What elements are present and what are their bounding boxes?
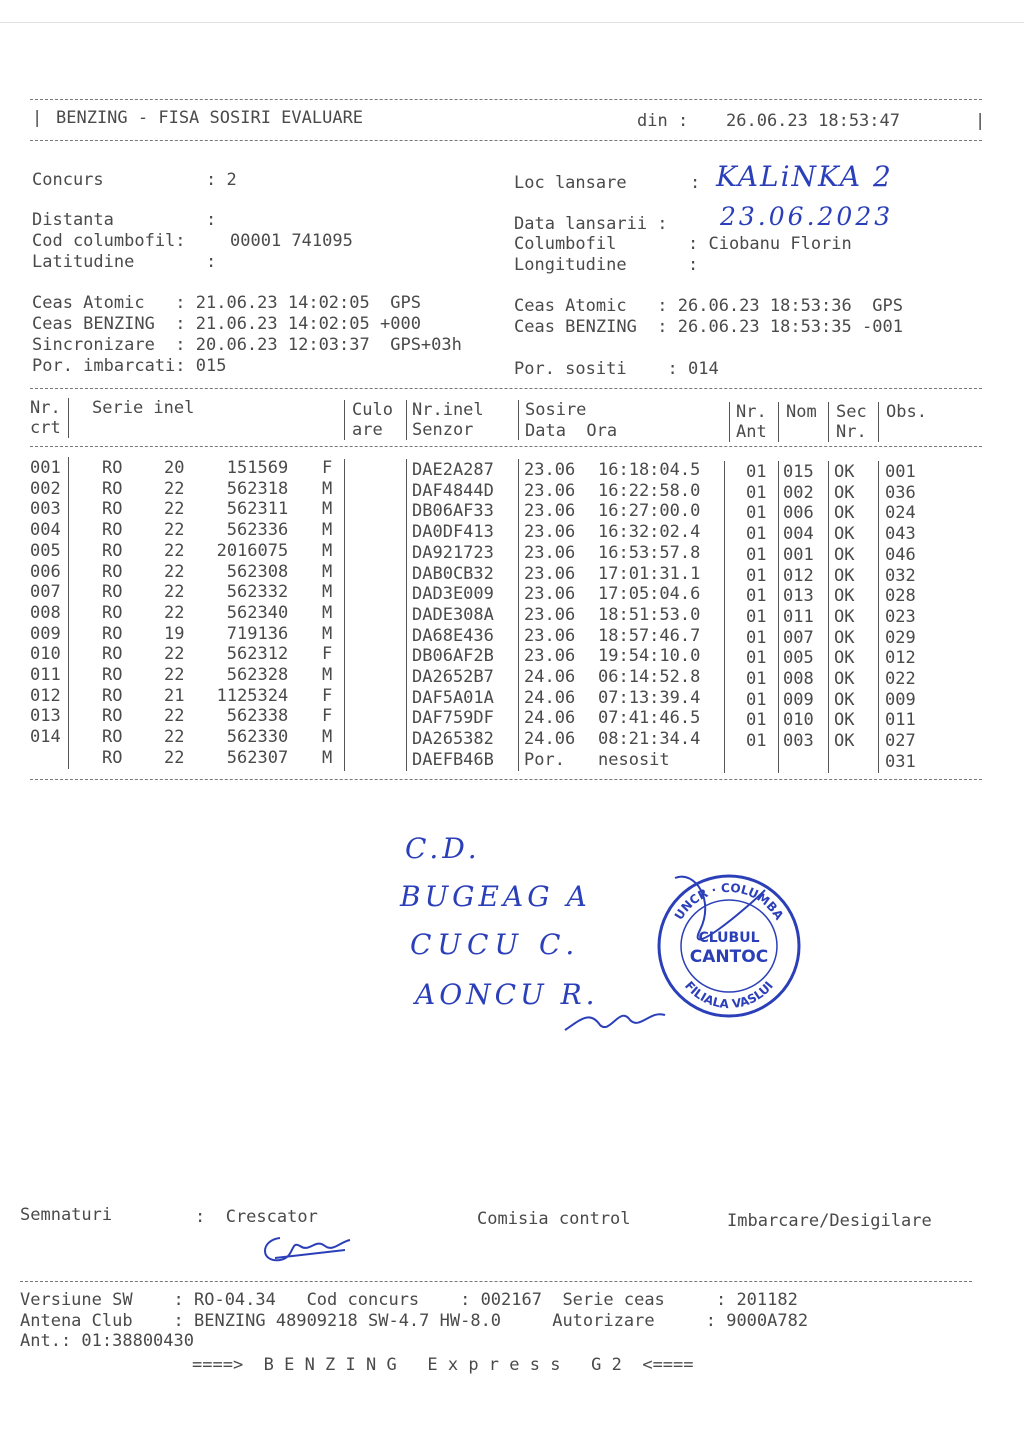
loc-lansare-handwritten: KALiNKA 2 (716, 160, 893, 193)
row-ring: 562307 (226, 747, 289, 768)
row-date: 23.06 (524, 563, 576, 584)
body-separator (878, 461, 879, 773)
row-date: 23.06 (524, 604, 576, 625)
row-nom: 010 (783, 710, 814, 731)
row-country: RO (102, 644, 123, 665)
row-year: 22 (164, 540, 185, 561)
row-ant: 01 (746, 731, 767, 752)
row-ring: 562312 (226, 644, 289, 665)
row-sec: OK (834, 503, 855, 524)
row-date: 23.06 (524, 542, 576, 563)
row-nom: 015 (783, 462, 814, 482)
row-obs: 023 (885, 606, 916, 627)
row-nom: 004 (783, 524, 814, 545)
row-nr: 014 (30, 727, 61, 748)
porumbei-imbarcati: Por. imbarcati: 015 (32, 356, 227, 376)
row-nom: 007 (783, 627, 814, 648)
row-year: 22 (164, 602, 185, 623)
header-separator (729, 402, 730, 442)
row-nr: 010 (30, 644, 61, 665)
row-ring: 562318 (226, 478, 289, 499)
row-date: 23.06 (524, 646, 576, 667)
data-lansarii-handwritten: 23.06.2023 (720, 202, 894, 231)
porumbei-sositi: Por. sositi : 014 (514, 359, 719, 379)
longitudine-value: : (688, 255, 699, 275)
row-ant: 01 (746, 565, 767, 586)
table-header-rule (30, 446, 982, 447)
commission-line-1: C.D. (405, 832, 481, 865)
row-ring: 1125324 (216, 685, 289, 706)
row-obs: 031 (885, 751, 916, 772)
row-time: 17:01:31.1 (598, 563, 701, 584)
row-time: 17:05:04.6 (598, 584, 701, 605)
col-sec-2: Nr. (836, 422, 867, 442)
row-obs: 009 (885, 689, 916, 710)
row-time: 08:21:34.4 (598, 729, 701, 750)
row-sex: M (322, 665, 333, 685)
row-nom: 013 (783, 586, 814, 607)
row-date: 24.06 (524, 729, 576, 750)
row-date: 24.06 (524, 667, 576, 687)
footer-line-2: Antena Club : BENZING 48909218 SW-4.7 HW-8.0 Autorizare : 9000A782 (20, 1311, 809, 1331)
row-obs: 001 (885, 462, 916, 482)
row-nr: 013 (30, 706, 61, 727)
col-culoare-2: are (352, 420, 383, 440)
footer-line-1: Versiune SW : RO-04.34 Cod concurs : 002167 Serie ceas : 201182 (20, 1290, 798, 1310)
row-obs: 046 (885, 544, 916, 565)
row-time: 07:13:39.4 (598, 687, 701, 708)
row-ant: 01 (746, 544, 767, 565)
row-obs: 043 (885, 524, 916, 545)
row-ring: 562311 (226, 499, 289, 520)
distanta-value: : (206, 210, 217, 230)
header-right-bar: | (975, 111, 986, 131)
row-sensor: DA2652B7 (412, 667, 494, 687)
row-nom: 009 (783, 689, 814, 710)
row-sex: M (322, 499, 333, 520)
crescator-signature (255, 1228, 355, 1268)
row-time: 18:57:46.7 (598, 625, 701, 646)
row-obs: 027 (885, 731, 916, 752)
header-separator (518, 400, 519, 440)
header-separator (778, 402, 779, 442)
cod-columbofil-label: Cod columbofil: (32, 231, 186, 251)
row-year: 22 (164, 499, 185, 520)
row-country: RO (102, 561, 123, 582)
col-data-ora: Data Ora (525, 421, 618, 441)
row-date: Por. (524, 749, 565, 770)
semnaturi-label: Semnaturi (20, 1205, 113, 1225)
row-sex: M (322, 602, 333, 623)
columbofil-value: : Ciobanu Florin (688, 234, 852, 254)
row-time: nesosit (598, 749, 670, 770)
row-country: RO (102, 458, 123, 478)
row-sex: M (322, 520, 333, 541)
row-ring: 562308 (226, 561, 289, 582)
row-year: 22 (164, 747, 185, 768)
row-time: 16:53:57.8 (598, 542, 701, 563)
aoncu-signature (560, 1000, 670, 1040)
header-separator (878, 402, 879, 442)
table-bottom-rule (30, 779, 982, 780)
row-sensor: DAD3E009 (412, 584, 494, 605)
header-top-rule (30, 99, 982, 100)
row-country: RO (102, 623, 123, 644)
row-nom: 005 (783, 648, 814, 669)
row-time: 19:54:10.0 (598, 646, 701, 667)
row-nom: 001 (783, 544, 814, 565)
row-country: RO (102, 602, 123, 623)
row-nom: 006 (783, 503, 814, 524)
concurs-value: : 2 (206, 170, 237, 190)
row-nr: 011 (30, 665, 61, 685)
row-ring: 562336 (226, 520, 289, 541)
row-ant: 01 (746, 627, 767, 648)
clock-left-atomic: Ceas Atomic : 21.06.23 14:02:05 GPS (32, 293, 421, 313)
row-sex: M (322, 561, 333, 582)
col-nr: Nr. (30, 398, 61, 418)
row-obs: 022 (885, 669, 916, 689)
row-ring: 562332 (226, 582, 289, 603)
row-ring: 562338 (226, 706, 289, 727)
commission-line-2: BUGEAG A (400, 880, 591, 913)
row-sensor: DA68E436 (412, 625, 494, 646)
header-left-bar: | (32, 108, 43, 128)
row-sensor: DB06AF33 (412, 501, 494, 522)
row-country: RO (102, 747, 123, 768)
row-year: 22 (164, 582, 185, 603)
col-sosire: Sosire (525, 400, 587, 420)
row-sensor: DAF4844D (412, 480, 494, 501)
row-nr: 001 (30, 458, 61, 478)
row-sec: OK (834, 689, 855, 710)
row-sex: M (322, 727, 333, 748)
row-country: RO (102, 665, 123, 685)
body-separator (828, 461, 829, 773)
row-sensor: DAE2A287 (412, 460, 494, 480)
header-bottom-rule (30, 140, 982, 141)
row-sec: OK (834, 482, 855, 503)
row-obs: 011 (885, 710, 916, 731)
row-date: 23.06 (524, 522, 576, 543)
row-time: 07:41:46.5 (598, 708, 701, 729)
loc-lansare-label: Loc lansare (514, 173, 627, 193)
row-ant: 01 (746, 710, 767, 731)
row-sec: OK (834, 606, 855, 627)
row-nom: 012 (783, 565, 814, 586)
commission-line-4: AONCU R. (415, 978, 599, 1011)
body-separator (406, 459, 407, 771)
row-sensor: DAEFB46B (412, 749, 494, 770)
latitudine-label: Latitudine (32, 252, 135, 272)
row-ring: 562340 (226, 602, 289, 623)
row-nom: 011 (783, 606, 814, 627)
row-country: RO (102, 499, 123, 520)
row-ring: 562330 (226, 727, 289, 748)
row-year: 22 (164, 561, 185, 582)
row-sensor: DA921723 (412, 542, 494, 563)
row-year: 22 (164, 727, 185, 748)
row-ring: 719136 (226, 623, 289, 644)
footer-line-3: Ant.: 01:38800430 (20, 1331, 194, 1351)
row-sec: OK (834, 731, 855, 752)
row-year: 22 (164, 644, 185, 665)
row-sensor: DADE308A (412, 604, 494, 625)
row-sex: M (322, 747, 333, 768)
din-value: 26.06.23 18:53:47 (726, 111, 900, 131)
row-ant: 01 (746, 524, 767, 545)
stamp-top-text: UNCR · COLUMBA (671, 880, 787, 923)
row-sensor: DAB0CB32 (412, 563, 494, 584)
row-year: 21 (164, 685, 185, 706)
row-ant: 01 (746, 503, 767, 524)
row-nr: 004 (30, 520, 61, 541)
table-top-rule (30, 388, 982, 389)
row-sensor: DA265382 (412, 729, 494, 750)
clock-right-benzing: Ceas BENZING : 26.06.23 18:53:35 -001 (514, 317, 903, 337)
row-date: 24.06 (524, 708, 576, 729)
clock-right-atomic: Ceas Atomic : 26.06.23 18:53:36 GPS (514, 296, 903, 316)
body-separator (778, 461, 779, 773)
row-sex: F (322, 644, 333, 665)
row-ant: 01 (746, 669, 767, 689)
din-label: din : (637, 111, 689, 131)
row-country: RO (102, 727, 123, 748)
row-sec: OK (834, 627, 855, 648)
row-ant: 01 (746, 462, 767, 482)
row-nr: 008 (30, 602, 61, 623)
clock-left-sync: Sincronizare : 20.06.23 12:03:37 GPS+03h (32, 335, 462, 355)
row-date: 23.06 (524, 460, 576, 480)
concurs-label: Concurs (32, 170, 104, 190)
longitudine-label: Longitudine (514, 255, 627, 275)
row-time: 06:14:52.8 (598, 667, 701, 687)
row-year: 22 (164, 520, 185, 541)
row-time: 16:27:00.0 (598, 501, 701, 522)
row-ant: 01 (746, 482, 767, 503)
row-obs: 032 (885, 565, 916, 586)
footer-rule (20, 1281, 972, 1282)
commission-line-3: CUCU C. (410, 928, 581, 961)
row-ant: 01 (746, 689, 767, 710)
row-sec: OK (834, 669, 855, 689)
body-separator (518, 459, 519, 771)
row-year: 22 (164, 706, 185, 727)
row-sec: OK (834, 586, 855, 607)
header-separator (344, 400, 345, 440)
row-nr: 006 (30, 561, 61, 582)
row-time: 18:51:53.0 (598, 604, 701, 625)
col-serie-inel: Serie inel (92, 398, 195, 418)
col-nr-ant-1: Nr. (736, 402, 767, 422)
header-separator (828, 402, 829, 442)
document-title: BENZING - FISA SOSIRI EVALUARE (56, 108, 364, 128)
row-obs: 024 (885, 503, 916, 524)
row-year: 19 (164, 623, 185, 644)
col-nr-inel: Nr.inel (412, 400, 484, 420)
row-time: 16:18:04.5 (598, 460, 701, 480)
row-sex: F (322, 458, 333, 478)
row-date: 24.06 (524, 687, 576, 708)
row-nom: 002 (783, 482, 814, 503)
row-date: 23.06 (524, 625, 576, 646)
page-edge-line (0, 22, 1024, 23)
imbarcare-label: Imbarcare/Desigilare (727, 1211, 932, 1231)
row-country: RO (102, 582, 123, 603)
cod-columbofil-value: 00001 741095 (230, 231, 353, 251)
row-ant: 01 (746, 586, 767, 607)
row-sensor: DAF759DF (412, 708, 494, 729)
row-country: RO (102, 685, 123, 706)
body-separator (68, 457, 69, 769)
row-sex: M (322, 478, 333, 499)
row-nr: 012 (30, 685, 61, 706)
row-country: RO (102, 520, 123, 541)
row-date: 23.06 (524, 584, 576, 605)
club-stamp (655, 870, 803, 1020)
row-country: RO (102, 478, 123, 499)
data-lansarii-label: Data lansarii : (514, 214, 668, 234)
row-sex: M (322, 540, 333, 561)
row-time: 16:32:02.4 (598, 522, 701, 543)
comisia-control-label: Comisia control (477, 1209, 631, 1229)
row-nom: 008 (783, 669, 814, 689)
columbofil-label: Columbofil (514, 234, 617, 254)
row-obs: 028 (885, 586, 916, 607)
loc-lansare-sep: : (690, 173, 701, 193)
row-sensor: DB06AF2B (412, 646, 494, 667)
row-nr: 005 (30, 540, 61, 561)
stamp-middle-2: CANTOC (689, 947, 769, 967)
col-crt: crt (30, 418, 61, 438)
col-nr-ant-2: Ant (736, 422, 767, 442)
clock-left-benzing: Ceas BENZING : 21.06.23 14:02:05 +000 (32, 314, 421, 334)
row-year: 22 (164, 665, 185, 685)
row-sensor: DAF5A01A (412, 687, 494, 708)
crescator-label: : Crescator (195, 1207, 318, 1227)
row-sex: F (322, 706, 333, 727)
col-senzor: Senzor (412, 420, 474, 440)
row-sensor: DA0DF413 (412, 522, 494, 543)
row-nr: 002 (30, 478, 61, 499)
row-ring: 151569 (226, 458, 289, 478)
row-nr: 009 (30, 623, 61, 644)
col-sec-1: Sec (836, 402, 867, 422)
distanta-label: Distanta (32, 210, 114, 230)
row-ant: 01 (746, 648, 767, 669)
row-nr: 003 (30, 499, 61, 520)
row-obs: 029 (885, 627, 916, 648)
row-year: 20 (164, 458, 185, 478)
row-sec: OK (834, 565, 855, 586)
row-sex: F (322, 685, 333, 706)
row-sec: OK (834, 524, 855, 545)
col-culoare-1: Culo (352, 400, 393, 420)
body-separator (344, 459, 345, 771)
col-obs: Obs. (886, 402, 927, 422)
row-sec: OK (834, 462, 855, 482)
row-ant: 01 (746, 606, 767, 627)
stamp-middle-1: CLUBUL (698, 930, 760, 946)
row-sec: OK (834, 544, 855, 565)
row-country: RO (102, 540, 123, 561)
row-year: 22 (164, 478, 185, 499)
body-separator (724, 461, 725, 773)
header-separator (406, 400, 407, 440)
footer-banner: ====> B E N Z I N G E x p r e s s G 2 <==== (192, 1355, 694, 1375)
stamp-bottom-text: FILIALA VASLUI (682, 978, 776, 1012)
row-obs: 036 (885, 482, 916, 503)
row-sex: M (322, 582, 333, 603)
header-separator (68, 398, 69, 438)
row-sec: OK (834, 648, 855, 669)
latitudine-value: : (206, 252, 217, 272)
row-country: RO (102, 706, 123, 727)
row-nr: 007 (30, 582, 61, 603)
row-date: 23.06 (524, 501, 576, 522)
row-ring: 562328 (226, 665, 289, 685)
row-sex: M (322, 623, 333, 644)
row-obs: 012 (885, 648, 916, 669)
row-time: 16:22:58.0 (598, 480, 701, 501)
row-nom: 003 (783, 731, 814, 752)
row-date: 23.06 (524, 480, 576, 501)
col-nom: Nom (786, 402, 817, 422)
row-sec: OK (834, 710, 855, 731)
row-ring: 2016075 (216, 540, 289, 561)
